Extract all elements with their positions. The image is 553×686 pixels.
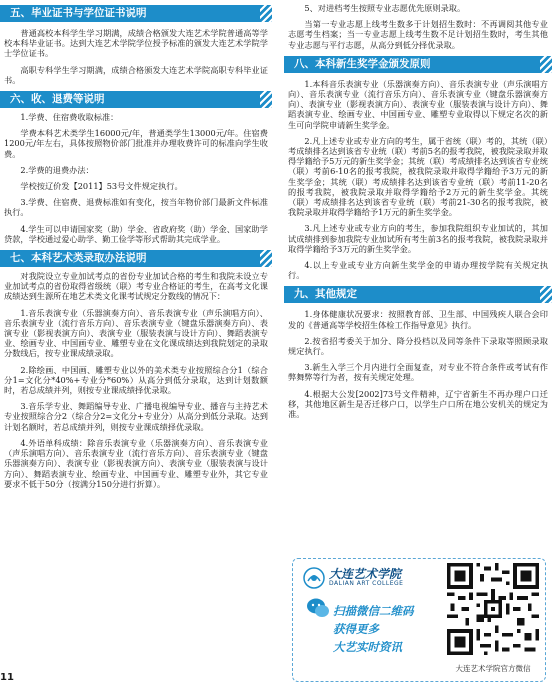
section-9-para-1: 1.身体健康状况要求：按照教育部、卫生部、中国残疾人联合会印发的《普通高等学校招生体检工作指导意见》执行。: [288, 309, 548, 330]
section-7-header: 七、本科艺术类录取办法说明: [0, 250, 272, 267]
section-9-header: 九、其他规定: [284, 286, 552, 303]
section-6-para-2: 学费本科艺术类学生16000元/年，普通类学生13000元/年。住宿费1200元/年左右，具体按照物价部门批准并办理收费许可的标准向学生收费。: [4, 128, 268, 159]
wechat-promo-box: [292, 558, 546, 682]
wechat-icon: [305, 595, 331, 621]
college-logo: [303, 565, 433, 593]
section-7-para-4: 3.音乐学专业、舞蹈编导专业、广播电视编导专业、播音与主持艺术专业按照综合分2（综合分2=文化分+专业分）从高分到低分录取。达到计划名额时，若总成绩并列，则按专业课成绩择优录取。: [4, 401, 268, 432]
section-9-para-4: 4.根据大公发[2002]73号文件精神，辽宁省新生不再办理户口迁移，其他地区新生是否迁移户口，以学生户口所在地公安机关的规定为准。: [288, 388, 548, 420]
section-9-para-2: 2.按省招考委关于加分、降分投档以及同等条件下录取等照顾录取规定执行。: [288, 335, 548, 357]
section-8-header: 八、本科新生奖学金颁发原则: [284, 56, 552, 73]
section-8-para-3: 3.凡上述专业或专业方向的考生，参加我院组织专业加试的，其加试成绩排到参加我院专业加试所有考生前3名的报考我院，被我院录取并取得学籍给予3万元的新生奖学金。: [288, 223, 548, 254]
section-5-header: 五、毕业证书与学位证书说明: [0, 5, 272, 22]
section-7-para-5: 4.外语单科成绩：除音乐表演专业（乐器演奏方向）、音乐表演专业（声乐演唱方向）、音乐表演专业（流行音乐方向）、音乐表演专业（键盘乐器演奏方向）、表演专业（影视表演方向）、表演专业（服装表演与设计方向）、舞蹈表演专业、绘画专业、中国画专业、雕塑专业外，其它专业要求不低于50分（按满分150分进行折算）。: [4, 437, 268, 489]
section-5-para-1: 普通高校本科学生学习期满，成绩合格颁发大连艺术学院普通高等学校本科毕业证书。达到大连艺术学院学位授予标准的颁发大连艺术学院学士学位证书。: [4, 28, 268, 59]
section-6-para-5: 3.学费、住宿费、退费标准如有变化，按当年物价部门最新文件标准执行。: [4, 197, 268, 218]
section-7-para-1: 对我院设立专业加试考点的省份专业加试合格的考生和我院未设立专业加试考点的省份取得省级统（联）考专业合格证的考生，在高考文化课成绩达到生源所在地艺术类文化课考试规定分数线的情况下：: [4, 271, 268, 302]
section-6-header: 六、收、退费等说明: [0, 91, 272, 108]
section-9-para-3: 3.新生入学三个月内进行全面复查，对专业不符合条件或考试有作弊舞弊等行为者，按有关规定处理。: [288, 362, 548, 383]
admission-rule-5: 5、对进档考生按照专业志愿优先原则录取。: [304, 3, 466, 13]
promo-line-1: 扫描微信二维码: [333, 604, 414, 618]
qr-caption: 大连艺术学院官方微信: [455, 664, 531, 673]
logo-en-text: DALIAN ART COLLEGE: [329, 580, 404, 587]
wechat-qr-code[interactable]: [447, 563, 539, 655]
section-8-para-2: 2.凡上述专业或专业方向的考生，属于省统（联）考的，其统（联）考成绩排名达到该省专业统（联）考前5名的报考我院，被我院录取并取得学籍给予5万元的新生奖学金；其统（联）考成绩排名达到该省专业统（联）考前6-10名的报考我院，被我院录取并取得学籍给予3万元的新生奖学金；其统（联）考成绩排名达到该省专业统（联）考前11-20名的报考我院，被我院录取并取得学籍给予2万元的新生奖学金。其统（联）考成绩排名达到该省专业统（联）考前21-30名的报考我院，被我院录取并取得学籍给予1万元的新生奖学金。: [288, 135, 548, 218]
section-8-para-1: 1.本科音乐表演专业（乐器演奏方向）、音乐表演专业（声乐演唱方向）、音乐表演专业（流行音乐方向）、音乐表演专业（键盘乐器演奏方向）、表演专业（影视表演方向）、表演专业（服装表演与设计方向）、舞蹈表演专业、绘画专业、中国画专业、雕塑专业取得以下规定名次的新生可向学院申请新生奖学金。: [288, 78, 548, 130]
college-emblem-icon: [303, 567, 325, 589]
section-7-para-2: 1.音乐表演专业（乐器演奏方向）、音乐表演专业（声乐演唱方向）、音乐表演专业（流行音乐方向）、音乐表演专业（键盘乐器演奏方向）、表演专业（影视表演方向）、表演专业（服装表演与设计方向）、舞蹈表演专业、绘画专业、中国画专业、雕塑专业在文化课成绩达到我院划定的录取分数线后，按专业课成绩录取。: [4, 307, 268, 359]
right-column: [284, 0, 552, 419]
section-6-para-4: 学校按辽价发【2011】53号文件规定执行。: [20, 181, 183, 192]
promo-line-3: 大艺实时资讯: [333, 640, 402, 654]
section-6-para-6: 4.学生可以申请国家奖（助）学金、省政府奖（助）学金、国家助学贷款，学校通过爱心助学、勤工俭学等形式帮助其完成学业。: [4, 223, 268, 244]
promo-line-2: 获得更多: [333, 622, 379, 636]
page-number: 11: [0, 672, 14, 683]
section-5-para-2: 高职专科学生学习期满，成绩合格颁发大连艺术学院高职专科毕业证书。: [4, 64, 268, 85]
section-6-para-3: 2.学费的退费办法：: [20, 164, 94, 175]
left-column: [0, 0, 272, 489]
admission-rule-5-detail: 当第一专业志愿上线考生数多于计划招生数时：不再调阅其他专业志愿考生档案；当一专业志愿上线考生数不足计划招生数时，考生其他专业志愿与平行志愿，从高分到低分择优录取。: [288, 19, 548, 50]
logo-cn-text: 大连艺术学院: [329, 567, 402, 581]
section-6-para-1: 1.学费、住宿费收取标准：: [20, 112, 119, 123]
section-7-para-3: 2.除绘画、中国画、雕塑专业以外的美术类专业按照综合分1（综合分1=文化分*40%+专业分*60%）从高分到低分录取，达到计划数额时，若总成绩并列，则按专业课成绩择优录取。: [4, 364, 268, 396]
section-8-para-4: 4.以上专业或专业方向新生奖学金的申请办理按学院有关规定执行。: [288, 260, 548, 281]
